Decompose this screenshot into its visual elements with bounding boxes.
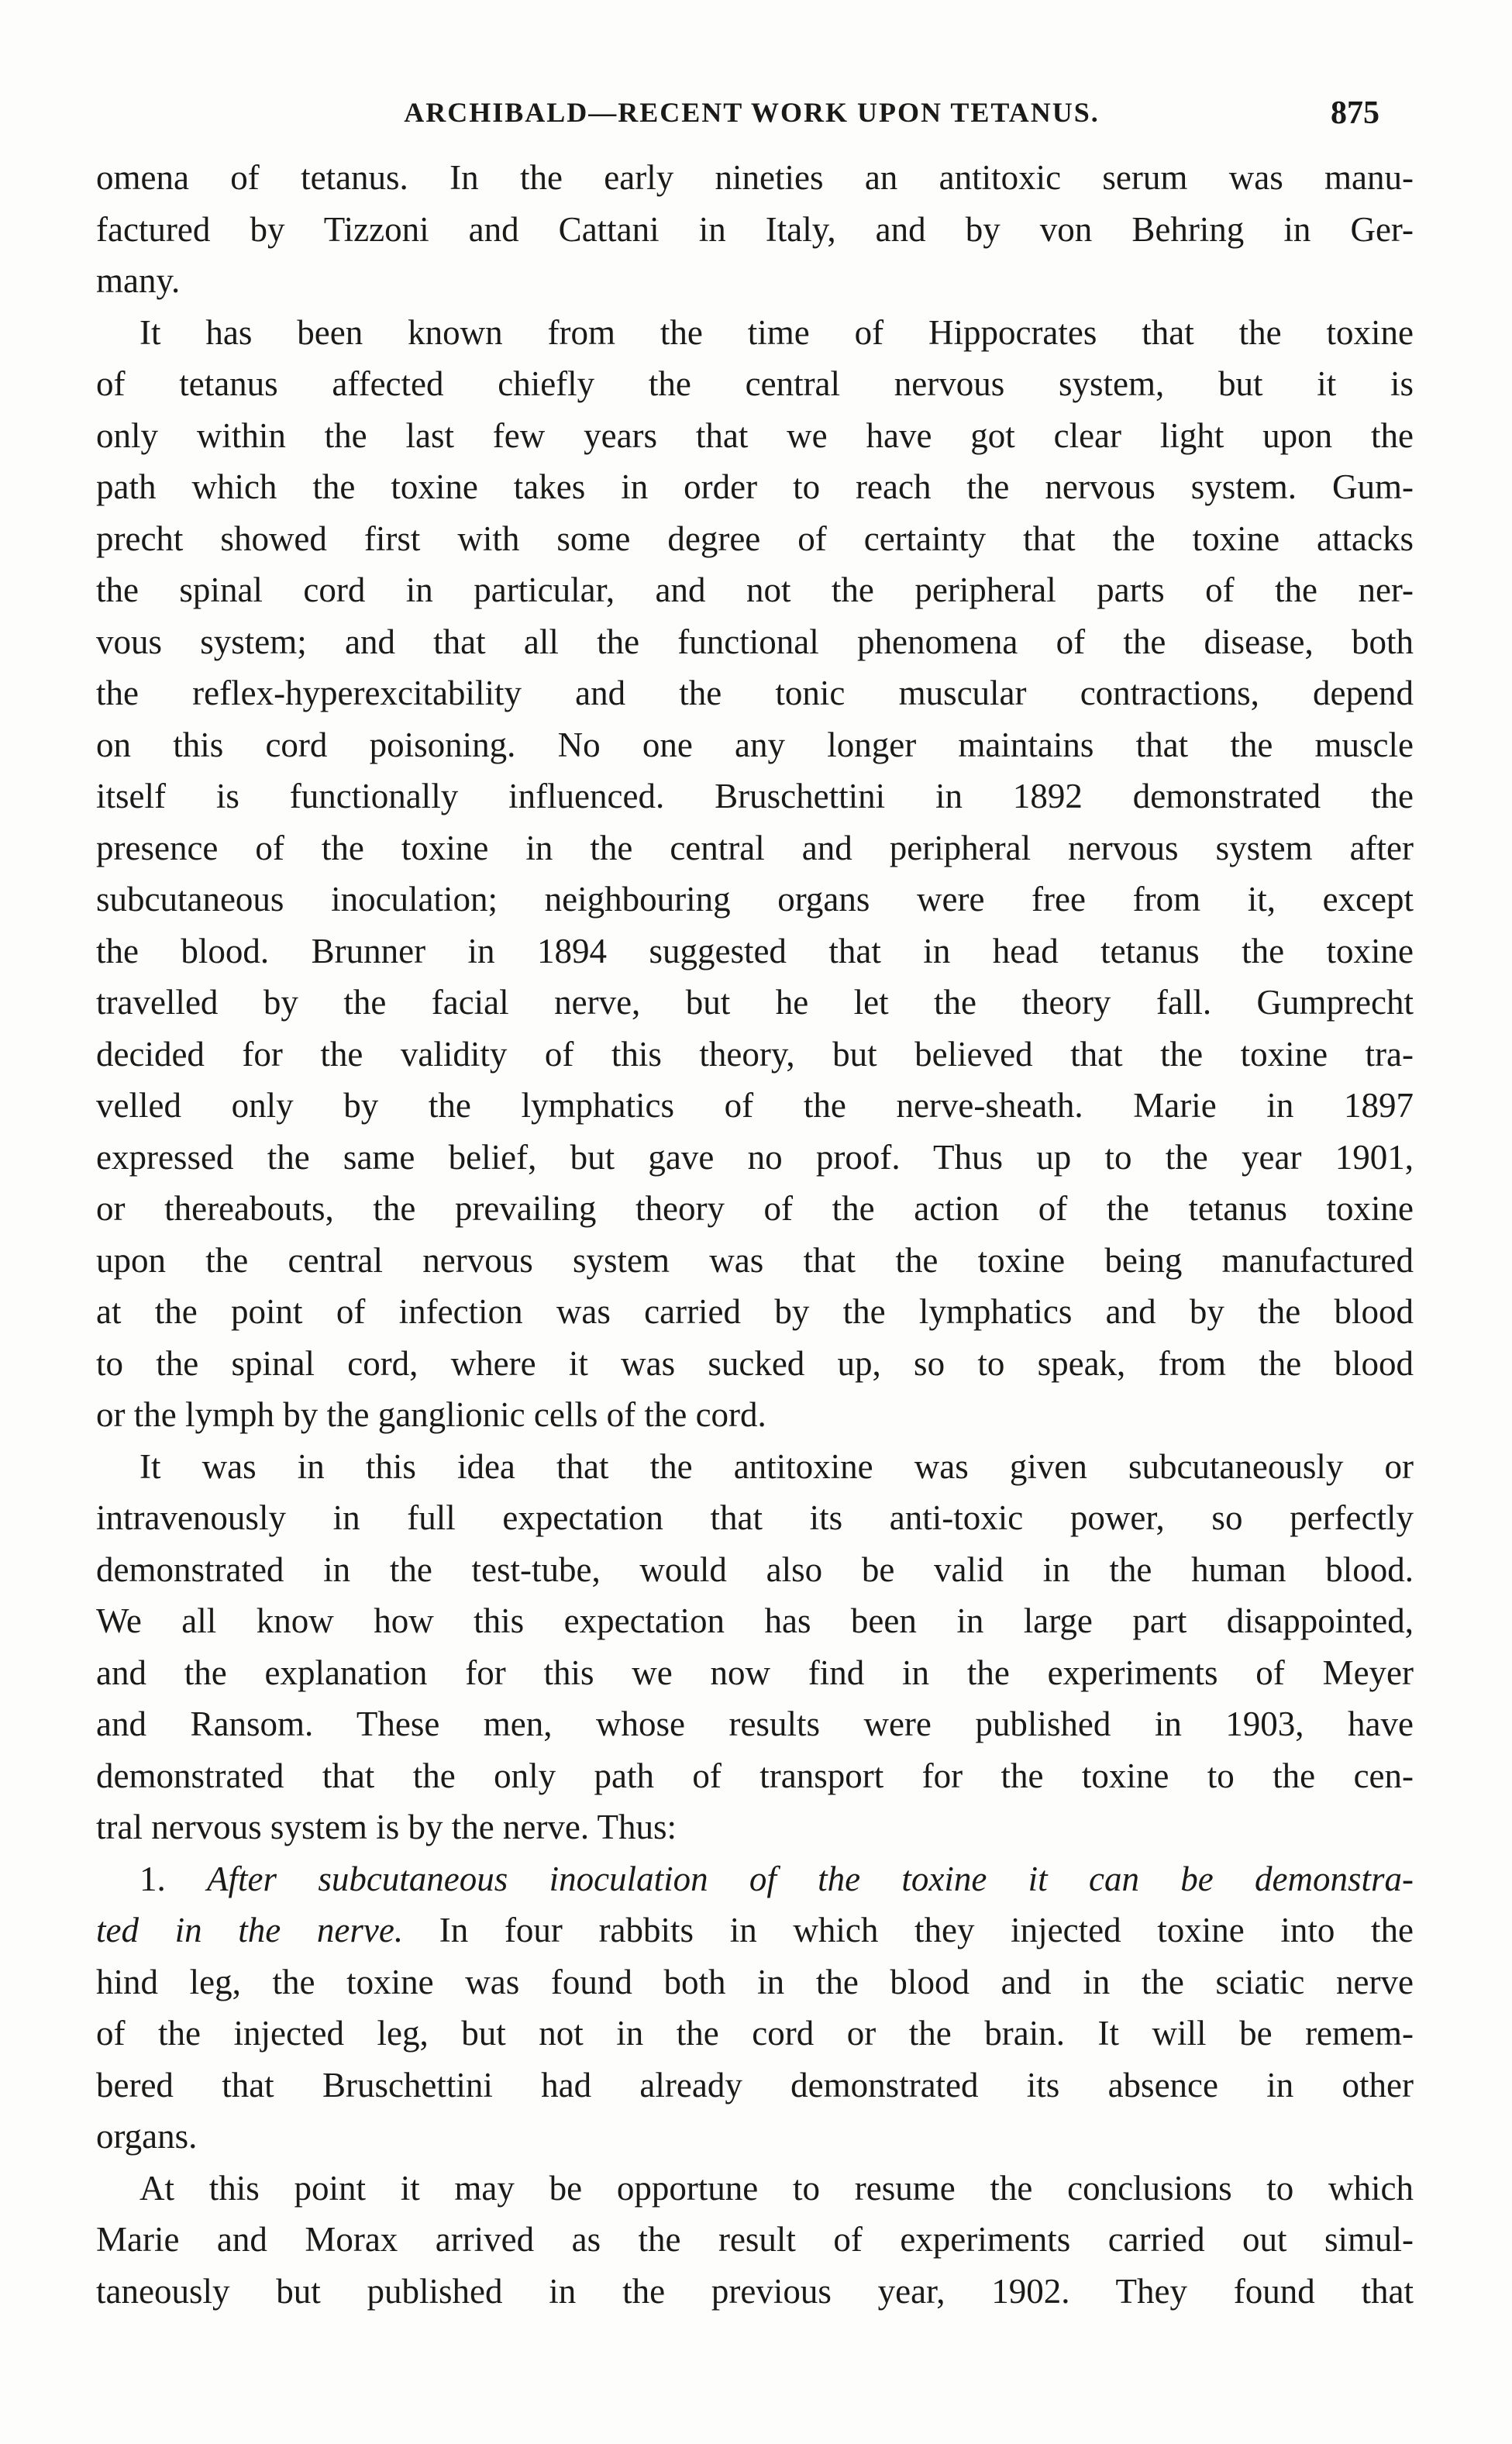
- text-line: At this point it may be opportune to resume the conclusions to which: [139, 2168, 1414, 2208]
- text-line: to the spinal cord, where it was sucked up, so to speak, from the blood: [96, 1343, 1414, 1383]
- text-line: or the lymph by the ganglionic cells of the cord.: [96, 1395, 766, 1434]
- text-line: many.: [96, 261, 181, 300]
- paragraph: [96, 307, 1414, 1441]
- text-line: bered that Bruschettini had already demonstrated its absence in other: [96, 2065, 1414, 2104]
- numbered-item: [96, 1853, 1414, 2163]
- text-line: only within the last few years that we have got clear light upon the: [96, 415, 1414, 455]
- text-line: [96, 1905, 1414, 1956]
- text-line: We all know how this expectation has been in large part disappointed,: [96, 1601, 1414, 1640]
- text-line: travelled by the facial nerve, but he let the theory fall. Gumprecht: [96, 983, 1414, 1022]
- italic-heading: After subcutaneous inoculation of the toxine it can be demonstra-: [207, 1859, 1414, 1898]
- text-line: path which the toxine takes in order to reach the nervous system. Gum-: [96, 467, 1414, 506]
- paragraph: [96, 1441, 1414, 1853]
- italic-heading: ted in the nerve.: [96, 1911, 404, 1949]
- paragraph: [96, 152, 1414, 307]
- text-line: expressed the same belief, but gave no proof. Thus up to the year 1901,: [96, 1137, 1414, 1177]
- text-line: demonstrated that the only path of transport for the toxine to the cen-: [96, 1756, 1414, 1795]
- page-header: [93, 91, 1410, 138]
- text-line: demonstrated in the test-tube, would also be valid in the human blood.: [96, 1549, 1414, 1589]
- text-line: vous system; and that all the functional phenomena of the disease, both: [96, 622, 1414, 661]
- text-line: intravenously in full expectation that its anti-toxic power, so perfectly: [96, 1498, 1414, 1537]
- text-line: subcutaneous inoculation; neighbouring organs were free from it, except: [96, 880, 1414, 919]
- text-line: [96, 1853, 1414, 1905]
- text-line: and Ransom. These men, whose results were published in 1903, have: [96, 1705, 1414, 1743]
- text-line: organs.: [96, 2117, 198, 2156]
- text-line: the spinal cord in particular, and not the peripheral parts of the ner-: [96, 570, 1414, 609]
- text-line: decided for the validity of this theory, but believed that the toxine tra-: [96, 1034, 1414, 1074]
- text-line: presence of the toxine in the central and peripheral nervous system after: [96, 828, 1414, 867]
- page-number: 875: [1331, 95, 1379, 131]
- text-run: In four rabbits in which they injected toxine into the: [439, 1911, 1414, 1949]
- text-line: Marie and Morax arrived as the result of experiments carried out simul-: [96, 2220, 1414, 2259]
- text-line: factured by Tizzoni and Cattani in Italy, and by von Behring in Ger-: [96, 209, 1414, 249]
- text-line: hind leg, the toxine was found both in the blood and in the sciatic nerve: [96, 1962, 1414, 2001]
- paragraph: [96, 2163, 1414, 2318]
- text-line: omena of tetanus. In the early nineties an antitoxic serum was manu-: [96, 158, 1414, 197]
- text-line: and the explanation for this we now find in the experiments of Meyer: [96, 1653, 1414, 1692]
- text-line: on this cord poisoning. No one any longer maintains that the muscle: [96, 725, 1414, 764]
- text-line: precht showed first with some degree of certainty that the toxine attacks: [96, 519, 1414, 558]
- text-line: or thereabouts, the prevailing theory of the action of the tetanus toxine: [96, 1189, 1414, 1228]
- running-head: ARCHIBALD—RECENT WORK UPON TETANUS.: [404, 97, 1100, 128]
- text-line: taneously but published in the previous year, 1902. They found that: [96, 2271, 1414, 2311]
- body-text: [96, 152, 1414, 2317]
- text-line: the blood. Brunner in 1894 suggested that in head tetanus the toxine: [96, 931, 1414, 970]
- text-line: the reflex-hyperexcitability and the tonic muscular contractions, depend: [96, 674, 1414, 712]
- text-line: It has been known from the time of Hippocrates that the toxine: [139, 312, 1414, 352]
- text-line: tral nervous system is by the nerve. Thus:: [96, 1808, 677, 1846]
- text-line: velled only by the lymphatics of the nerve-sheath. Marie in 1897: [96, 1086, 1414, 1125]
- text-line: It was in this idea that the antitoxine was given subcutaneously or: [139, 1446, 1414, 1486]
- item-number: 1.: [139, 1859, 166, 1898]
- text-line: of tetanus affected chiefly the central nervous system, but it is: [96, 364, 1414, 403]
- text-line: itself is functionally influenced. Bruschettini in 1892 demonstrated the: [96, 777, 1414, 815]
- text-line: upon the central nervous system was that the toxine being manufactured: [96, 1240, 1414, 1280]
- text-line: of the injected leg, but not in the cord or the brain. It will be remem-: [96, 2014, 1414, 2053]
- text-line: at the point of infection was carried by the lymphatics and by the blood: [96, 1292, 1414, 1331]
